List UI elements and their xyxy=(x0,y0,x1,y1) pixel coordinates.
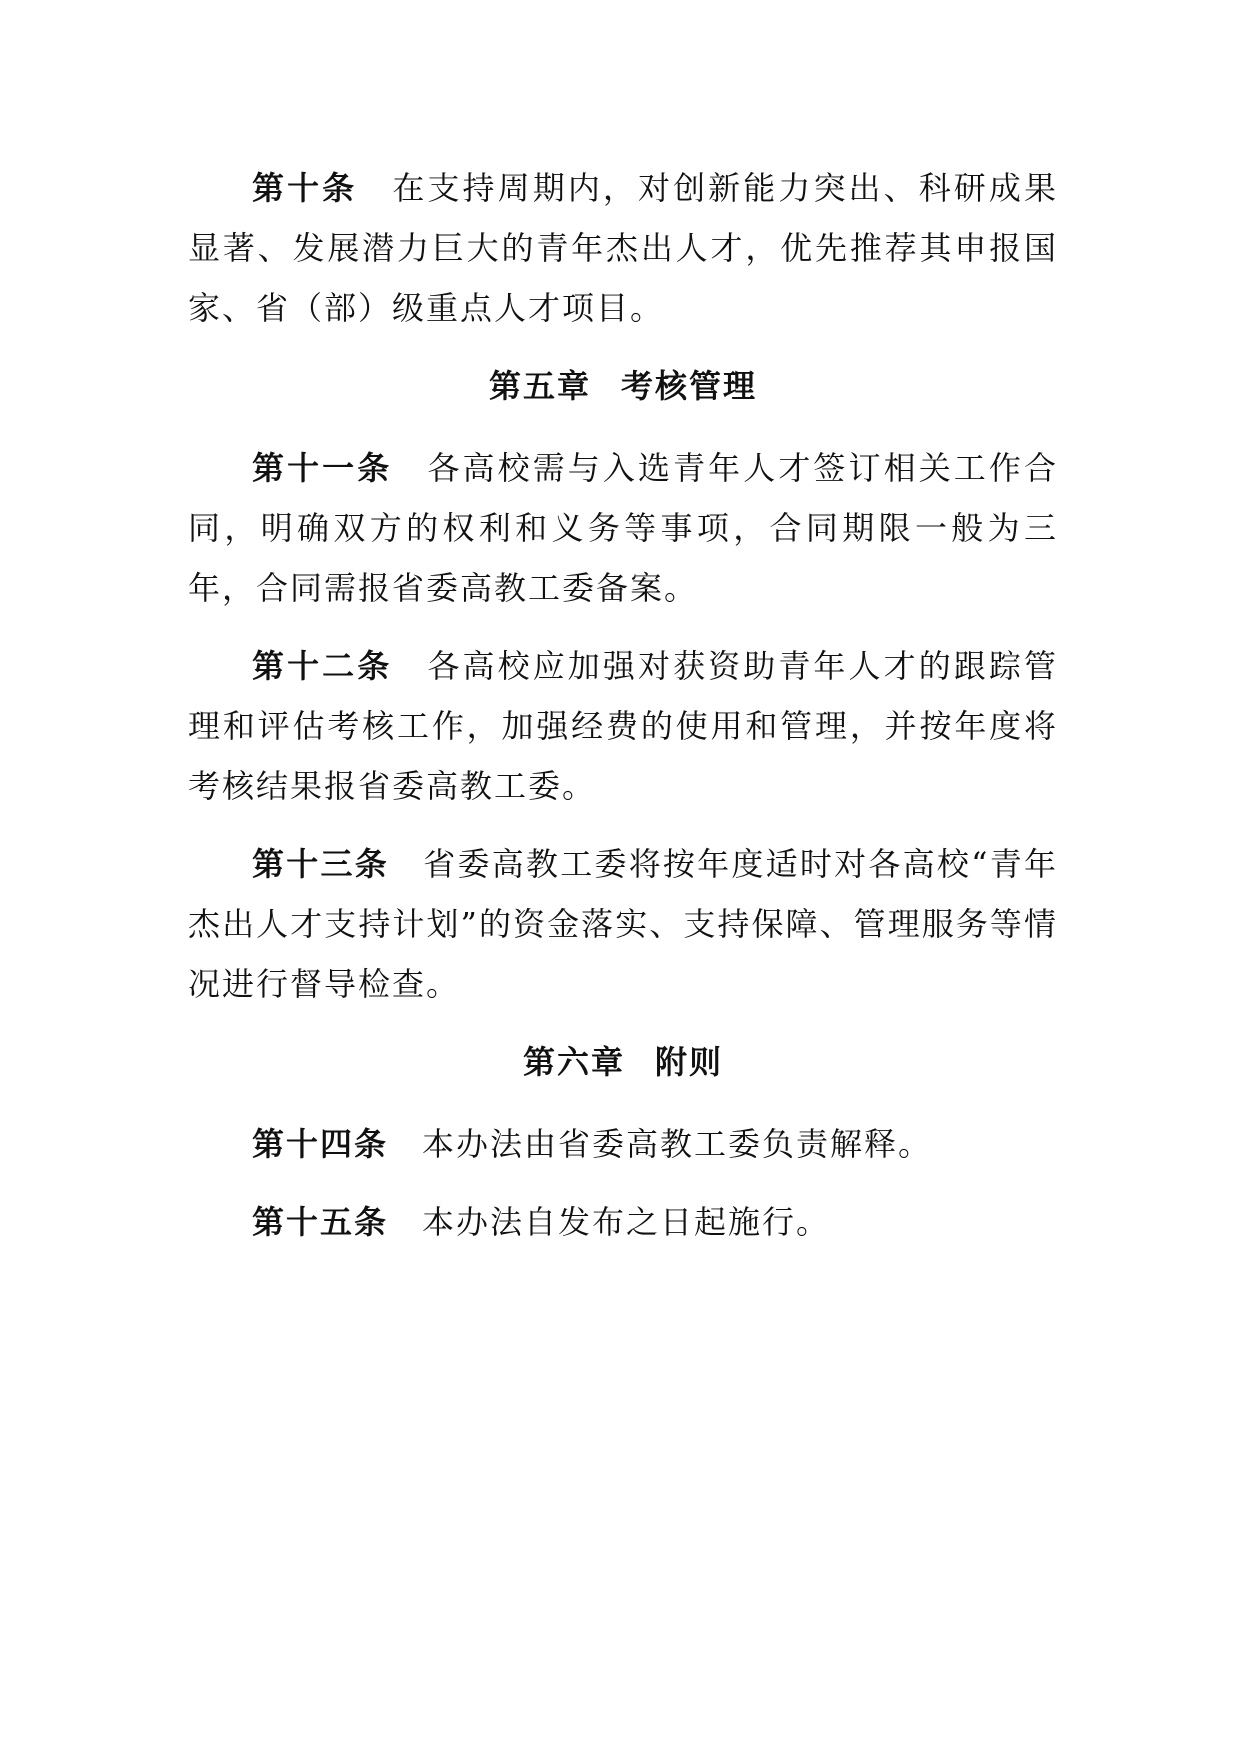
chapter-5-heading xyxy=(188,356,1058,416)
article-10 xyxy=(188,158,1058,338)
article-10-text: 在支持周期内，对创新能力突出、科研成果显著、发展潜力巨大的青年杰出人才，优先推荐其申报国家、省（部）级重点人才项目。 xyxy=(188,169,1058,327)
article-12-number: 第十二条 xyxy=(252,647,393,685)
article-11-number: 第十一条 xyxy=(252,449,393,487)
article-14-text: 本办法由省委高教工委负责解释。 xyxy=(422,1125,933,1163)
document-body xyxy=(188,158,1058,1270)
chapter-5-number: 第五章 xyxy=(488,367,591,405)
article-13-number: 第十三条 xyxy=(252,845,389,883)
article-11 xyxy=(188,438,1058,618)
article-14 xyxy=(188,1114,1058,1174)
article-15-number: 第十五条 xyxy=(252,1203,389,1241)
chapter-6-title: 附则 xyxy=(655,1043,724,1081)
article-12-text: 各高校应加强对获资助青年人才的跟踪管理和评估考核工作，加强经费的使用和管理，并按年度将考核结果报省委高教工委。 xyxy=(188,647,1058,805)
article-14-number: 第十四条 xyxy=(252,1125,389,1163)
article-15-text: 本办法自发布之日起施行。 xyxy=(422,1203,831,1241)
chapter-6-heading xyxy=(188,1032,1058,1092)
chapter-5-title: 考核管理 xyxy=(621,367,758,405)
article-10-number: 第十条 xyxy=(252,169,358,207)
article-15 xyxy=(188,1192,1058,1252)
article-13 xyxy=(188,834,1058,1014)
article-11-text: 各高校需与入选青年人才签订相关工作合同，明确双方的权利和义务等事项，合同期限一般为三年，合同需报省委高教工委备案。 xyxy=(188,449,1058,607)
article-12 xyxy=(188,636,1058,816)
article-13-text: 省委高教工委将按年度适时对各高校“青年杰出人才支持计划”的资金落实、支持保障、管理服务等情况进行督导检查。 xyxy=(188,845,1058,1003)
chapter-6-number: 第六章 xyxy=(522,1043,625,1081)
